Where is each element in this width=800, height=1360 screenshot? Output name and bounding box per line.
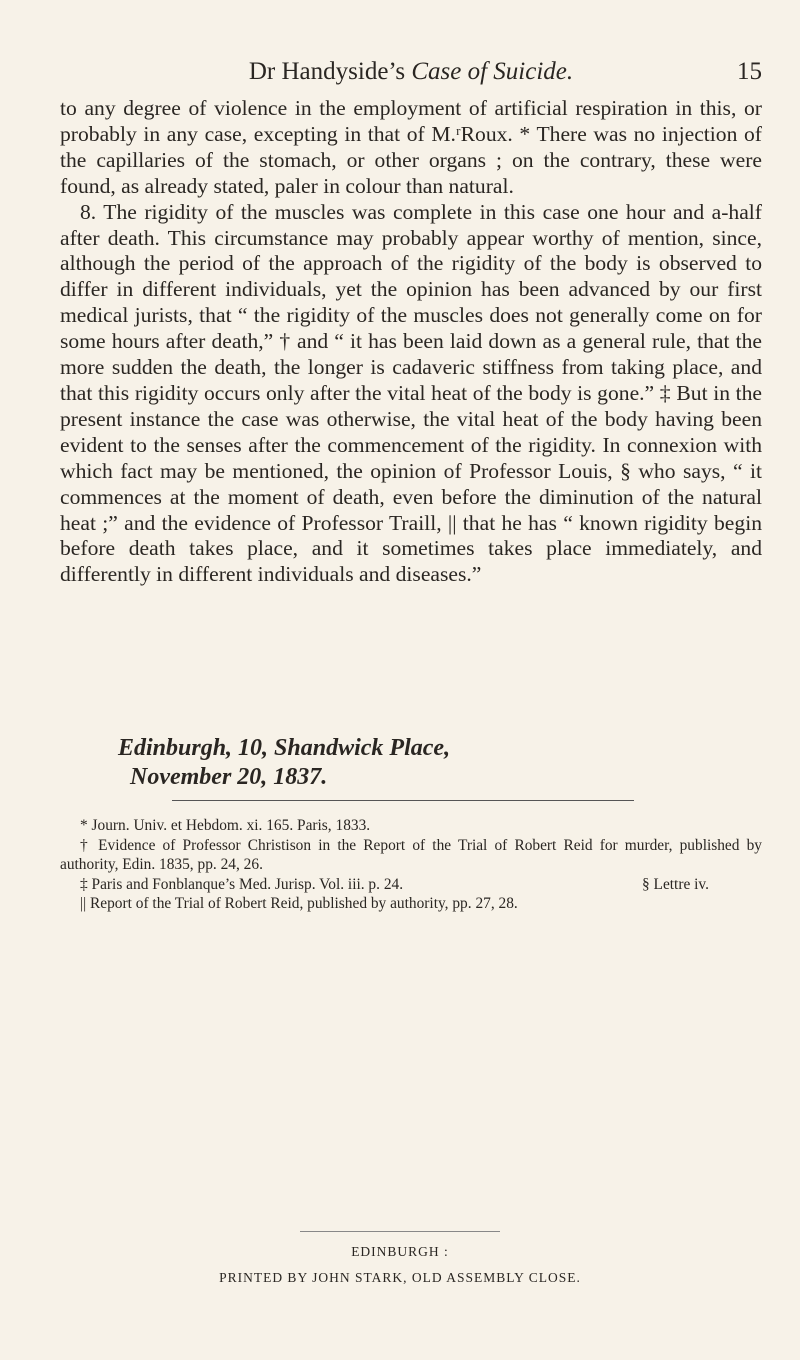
footnote: § Lettre iv. — [642, 875, 709, 893]
page-header — [60, 58, 762, 98]
running-title-italic: Case of Suicide. — [411, 58, 574, 85]
signoff-place: Edinburgh, 10, Shandwick Place, — [118, 735, 451, 761]
running-title — [60, 58, 762, 86]
imprint-printer: PRINTED BY JOHN STARK, OLD ASSEMBLY CLOSE. — [219, 1270, 581, 1285]
signoff-date: November 20, 1837. — [130, 764, 328, 790]
signoff — [118, 734, 450, 792]
footnote: † Evidence of Professor Christison in the Report of the Trial of Robert Reid for murder, published by authority, Edin. 1835, pp. 24, 26. — [60, 836, 762, 874]
footnote-row — [60, 875, 762, 895]
footnote-divider — [172, 800, 634, 801]
footnote: * Journ. Univ. et Hebdom. xi. 165. Paris, 1833. — [80, 817, 371, 834]
page-number: 15 — [737, 58, 762, 85]
paragraph-rigidity: 8. The rigidity of the muscles was complete in this case one hour and a-half after death. This circumstance may probably appear worthy of mention, since, although the period of the approach of the rigidity of the body is observed to differ in different individuals, yet the opinion has been advanced by our first medical jurists, that “ the rigidity of the muscles does not generally come on for some hours after death,” † and “ it has been laid down as a general rule, that the more sudden the death, the longer is cadaveric stiffness from taking place, and that this rigidity occurs only after the vital heat of the body is gone.” ‡ But in the present instance the case was otherwise, the vital heat of the body having been evident to the senses after the commencement of the rigidity. In connexion with which fact may be mentioned, the opinion of Professor Louis, § who says, “ it commences at the moment of death, even before the diminution of the natural heat ;” and the evidence of Professor Traill, || that he has “ known rigidity begin before death takes place, and it sometimes takes place immediately, and differently in different individuals and diseases.” — [60, 199, 762, 587]
footnote: || Report of the Trial of Robert Reid, published by authority, pp. 27, 28. — [80, 895, 518, 913]
footnote: ‡ Paris and Fonblanque’s Med. Jurisp. Vol. iii. p. 24. — [80, 875, 404, 893]
paragraph-continued: to any degree of violence in the employment of artificial respiration in this, or probably in any case, excepting in that of M.ʳRoux. * There was no injection of the capillaries of the stomach, or other organs ; on the contrary, these were found, as already stated, paler in colour than natural. — [60, 96, 762, 198]
body-text — [60, 96, 762, 588]
running-title-author: Dr Handyside’s — [248, 58, 412, 85]
imprint-divider — [300, 1231, 500, 1232]
footnotes — [60, 816, 762, 914]
imprint-place: EDINBURGH : — [351, 1244, 449, 1259]
